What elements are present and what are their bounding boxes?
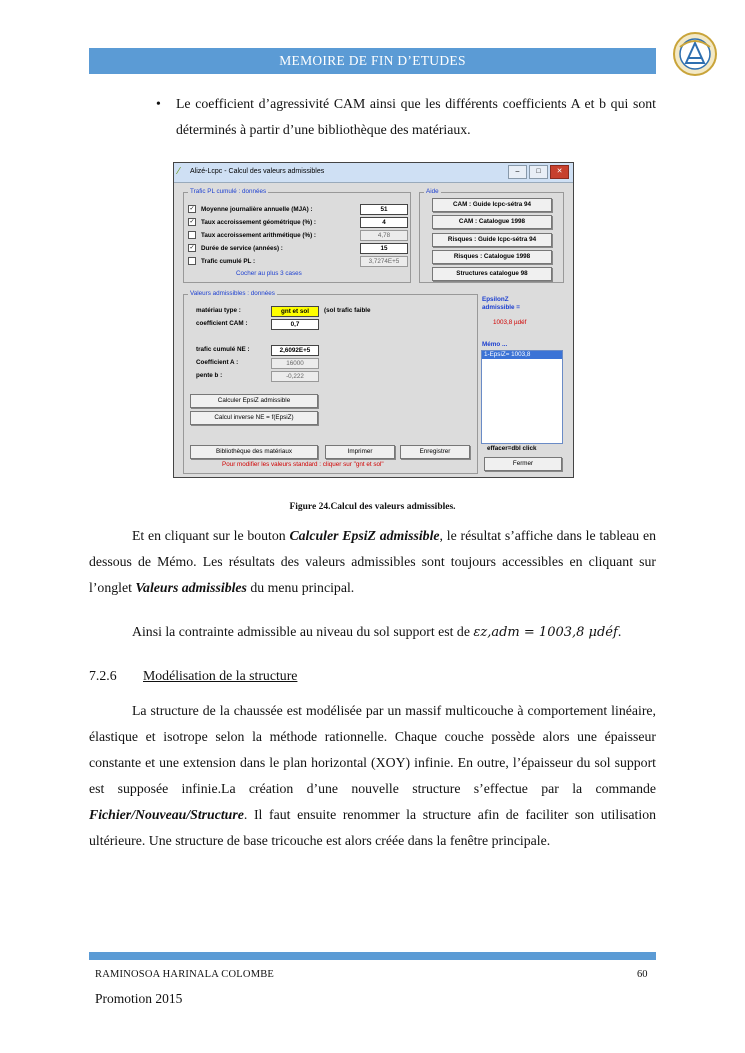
paragraph-contrainte: [89, 619, 656, 646]
epsiz-label-2: admissible =: [482, 304, 520, 311]
epsiz-label-1: EpsilonZ: [482, 296, 509, 303]
input-geo[interactable]: 4: [360, 217, 408, 228]
label-trafic-ne: trafic cumulé NE :: [196, 346, 250, 353]
figure-caption: Figure 24.Calcul des valeurs admissibles.: [289, 502, 456, 512]
memo-label: Mémo ...: [482, 341, 508, 348]
para1-text-b: , le résultat s’affiche dans le tableau en dessous de Mémo. Les résultats des valeurs admissibles sont toujours accessibles en cliquant sur l’onglet: [89, 528, 656, 595]
bullet-text: Le coefficient d’agressivité CAM ainsi que les différents coefficients A et b qui sont déterminés à partir d’une bibliothèque des matériaux.: [176, 96, 656, 137]
imprimer-button[interactable]: Imprimer: [325, 445, 395, 459]
label-pente-b: pente b :: [196, 372, 223, 379]
alize-screenshot: [173, 162, 574, 478]
input-coef-a[interactable]: 16000: [271, 358, 319, 369]
para2-math: εz,adm = 1003,8 μdéf: [473, 625, 618, 640]
school-logo: [672, 31, 718, 77]
input-trafic-pl[interactable]: 3,7274E+5: [360, 256, 408, 267]
paragraph-modelisation: [89, 698, 656, 854]
aide-group-title: Aide: [426, 188, 439, 195]
materiau-note: (sol trafic faible: [324, 307, 371, 314]
cam-catalogue-button[interactable]: CAM : Catalogue 1998: [432, 215, 552, 229]
para1-bold-valeurs: Valeurs admissibles: [135, 580, 247, 595]
trafic-note: Cocher au plus 3 cases: [236, 270, 302, 277]
footer-author: RAMINOSOA HARINALA COLOMBE: [95, 969, 275, 980]
section-title: Modélisation de la structure: [143, 668, 298, 683]
epsiz-value: 1003,8 µdéf: [493, 319, 527, 326]
minimize-icon[interactable]: –: [508, 165, 527, 179]
checkbox-arith[interactable]: [188, 231, 196, 239]
label-duree: Durée de service (années) :: [201, 244, 283, 252]
para3-text-a: La structure de la chaussée est modélisée par un massif multicouche à comportement linéaire, élastique et isotrope selon la méthode rationnelle. Chaque couche possède alors une épaisseur constante et une extension dans le plan horizontal (XOY) infinie. En outre, l’épaisseur du sol support est supposée infinie.La création d’une nouvelle structure s’effectue par la commande: [89, 703, 656, 796]
valeurs-group: [183, 290, 478, 474]
input-duree[interactable]: 15: [360, 243, 408, 254]
structures-catalogue-button[interactable]: Structures catalogue 98: [432, 267, 552, 281]
trafic-group-title: Trafic PL cumulé : données: [190, 188, 267, 195]
para3-text-b: . Il faut ensuite renommer la structure afin de faciliter son utilisation ultérieure. Une structure de base tricouche est alors créée dans la fenêtre principale.: [89, 807, 656, 848]
para3-bold-commande: Fichier/Nouveau/Structure: [89, 807, 244, 822]
para1-text-a: Et en cliquant sur le bouton: [132, 528, 290, 543]
paragraph-resultat: [89, 523, 656, 601]
checkbox-mja[interactable]: ✓: [189, 206, 195, 212]
label-geo: Taux accroissement géométrique (%) :: [201, 218, 317, 226]
memo-list[interactable]: [481, 350, 563, 444]
enregistrer-button[interactable]: Enregistrer: [400, 445, 470, 459]
label-materiau: matériau type :: [196, 307, 241, 314]
input-arith[interactable]: 4,78: [360, 230, 408, 241]
page-header: MEMOIRE DE FIN D’ETUDES: [89, 48, 656, 74]
window-title: Alizé-Lcpc - Calcul des valeurs admissibles: [190, 168, 325, 175]
footer-bar: [89, 952, 656, 960]
label-mja: Moyenne journalière annuelle (MJA) :: [201, 205, 313, 213]
para1-bold-calculer: Calculer EpsiZ admissible: [289, 528, 440, 543]
input-trafic-ne[interactable]: 2,6092E+5: [271, 345, 319, 356]
risques-catalogue-button[interactable]: Risques : Catalogue 1998: [432, 250, 552, 264]
footer-promotion: Promotion 2015: [95, 991, 183, 1006]
materiau-type-button[interactable]: gnt et sol: [271, 306, 319, 317]
bullet-marker: •: [156, 96, 161, 111]
window-titlebar: [174, 163, 573, 183]
effacer-hint: effacer=dbl click: [487, 445, 537, 452]
input-cam[interactable]: 0,7: [271, 319, 319, 330]
cam-guide-button[interactable]: CAM : Guide lcpc-sétra 94: [432, 198, 552, 212]
maximize-icon[interactable]: □: [529, 165, 548, 179]
valeurs-group-title: Valeurs admissibles : données: [190, 290, 275, 297]
para2-text: Ainsi la contrainte admissible au niveau du sol support est de: [132, 624, 474, 639]
label-trafic-pl: Trafic cumulé PL :: [201, 257, 256, 265]
checkbox-duree[interactable]: ✓: [189, 245, 195, 251]
label-coef-a: Coefficient A :: [196, 359, 239, 366]
input-pente-b[interactable]: -0,222: [271, 371, 319, 382]
trafic-group: [183, 188, 411, 283]
para1-text-c: du menu principal.: [246, 580, 355, 595]
checkbox-trafic-pl[interactable]: [188, 257, 196, 265]
aide-group: [419, 188, 564, 283]
calcul-inverse-button[interactable]: Calcul inverse NE = f(EpsiZ): [190, 411, 318, 425]
input-mja[interactable]: 51: [360, 204, 408, 215]
memo-item[interactable]: 1-EpsiZ= 1003,8: [482, 351, 562, 359]
page-number: 60: [637, 969, 648, 980]
risques-guide-button[interactable]: Risques : Guide lcpc-sétra 94: [432, 233, 552, 247]
label-cam: coefficient CAM :: [196, 320, 248, 327]
calculer-epsiz-button[interactable]: Calculer EpsiZ admissible: [190, 394, 318, 408]
bibliotheque-button[interactable]: Bibliothèque des matériaux: [190, 445, 318, 459]
para2-end: .: [617, 624, 622, 639]
modifier-note: Pour modifier les valeurs standard : cliquer sur "gnt et sol": [222, 461, 384, 468]
close-icon[interactable]: ✕: [550, 165, 569, 179]
checkbox-geo[interactable]: ✓: [189, 219, 195, 225]
app-icon: ⁄: [178, 166, 180, 177]
label-arith: Taux accroissement arithmétique (%) :: [201, 231, 317, 239]
section-number: 7.2.6: [89, 668, 117, 683]
fermer-button[interactable]: Fermer: [484, 457, 562, 471]
